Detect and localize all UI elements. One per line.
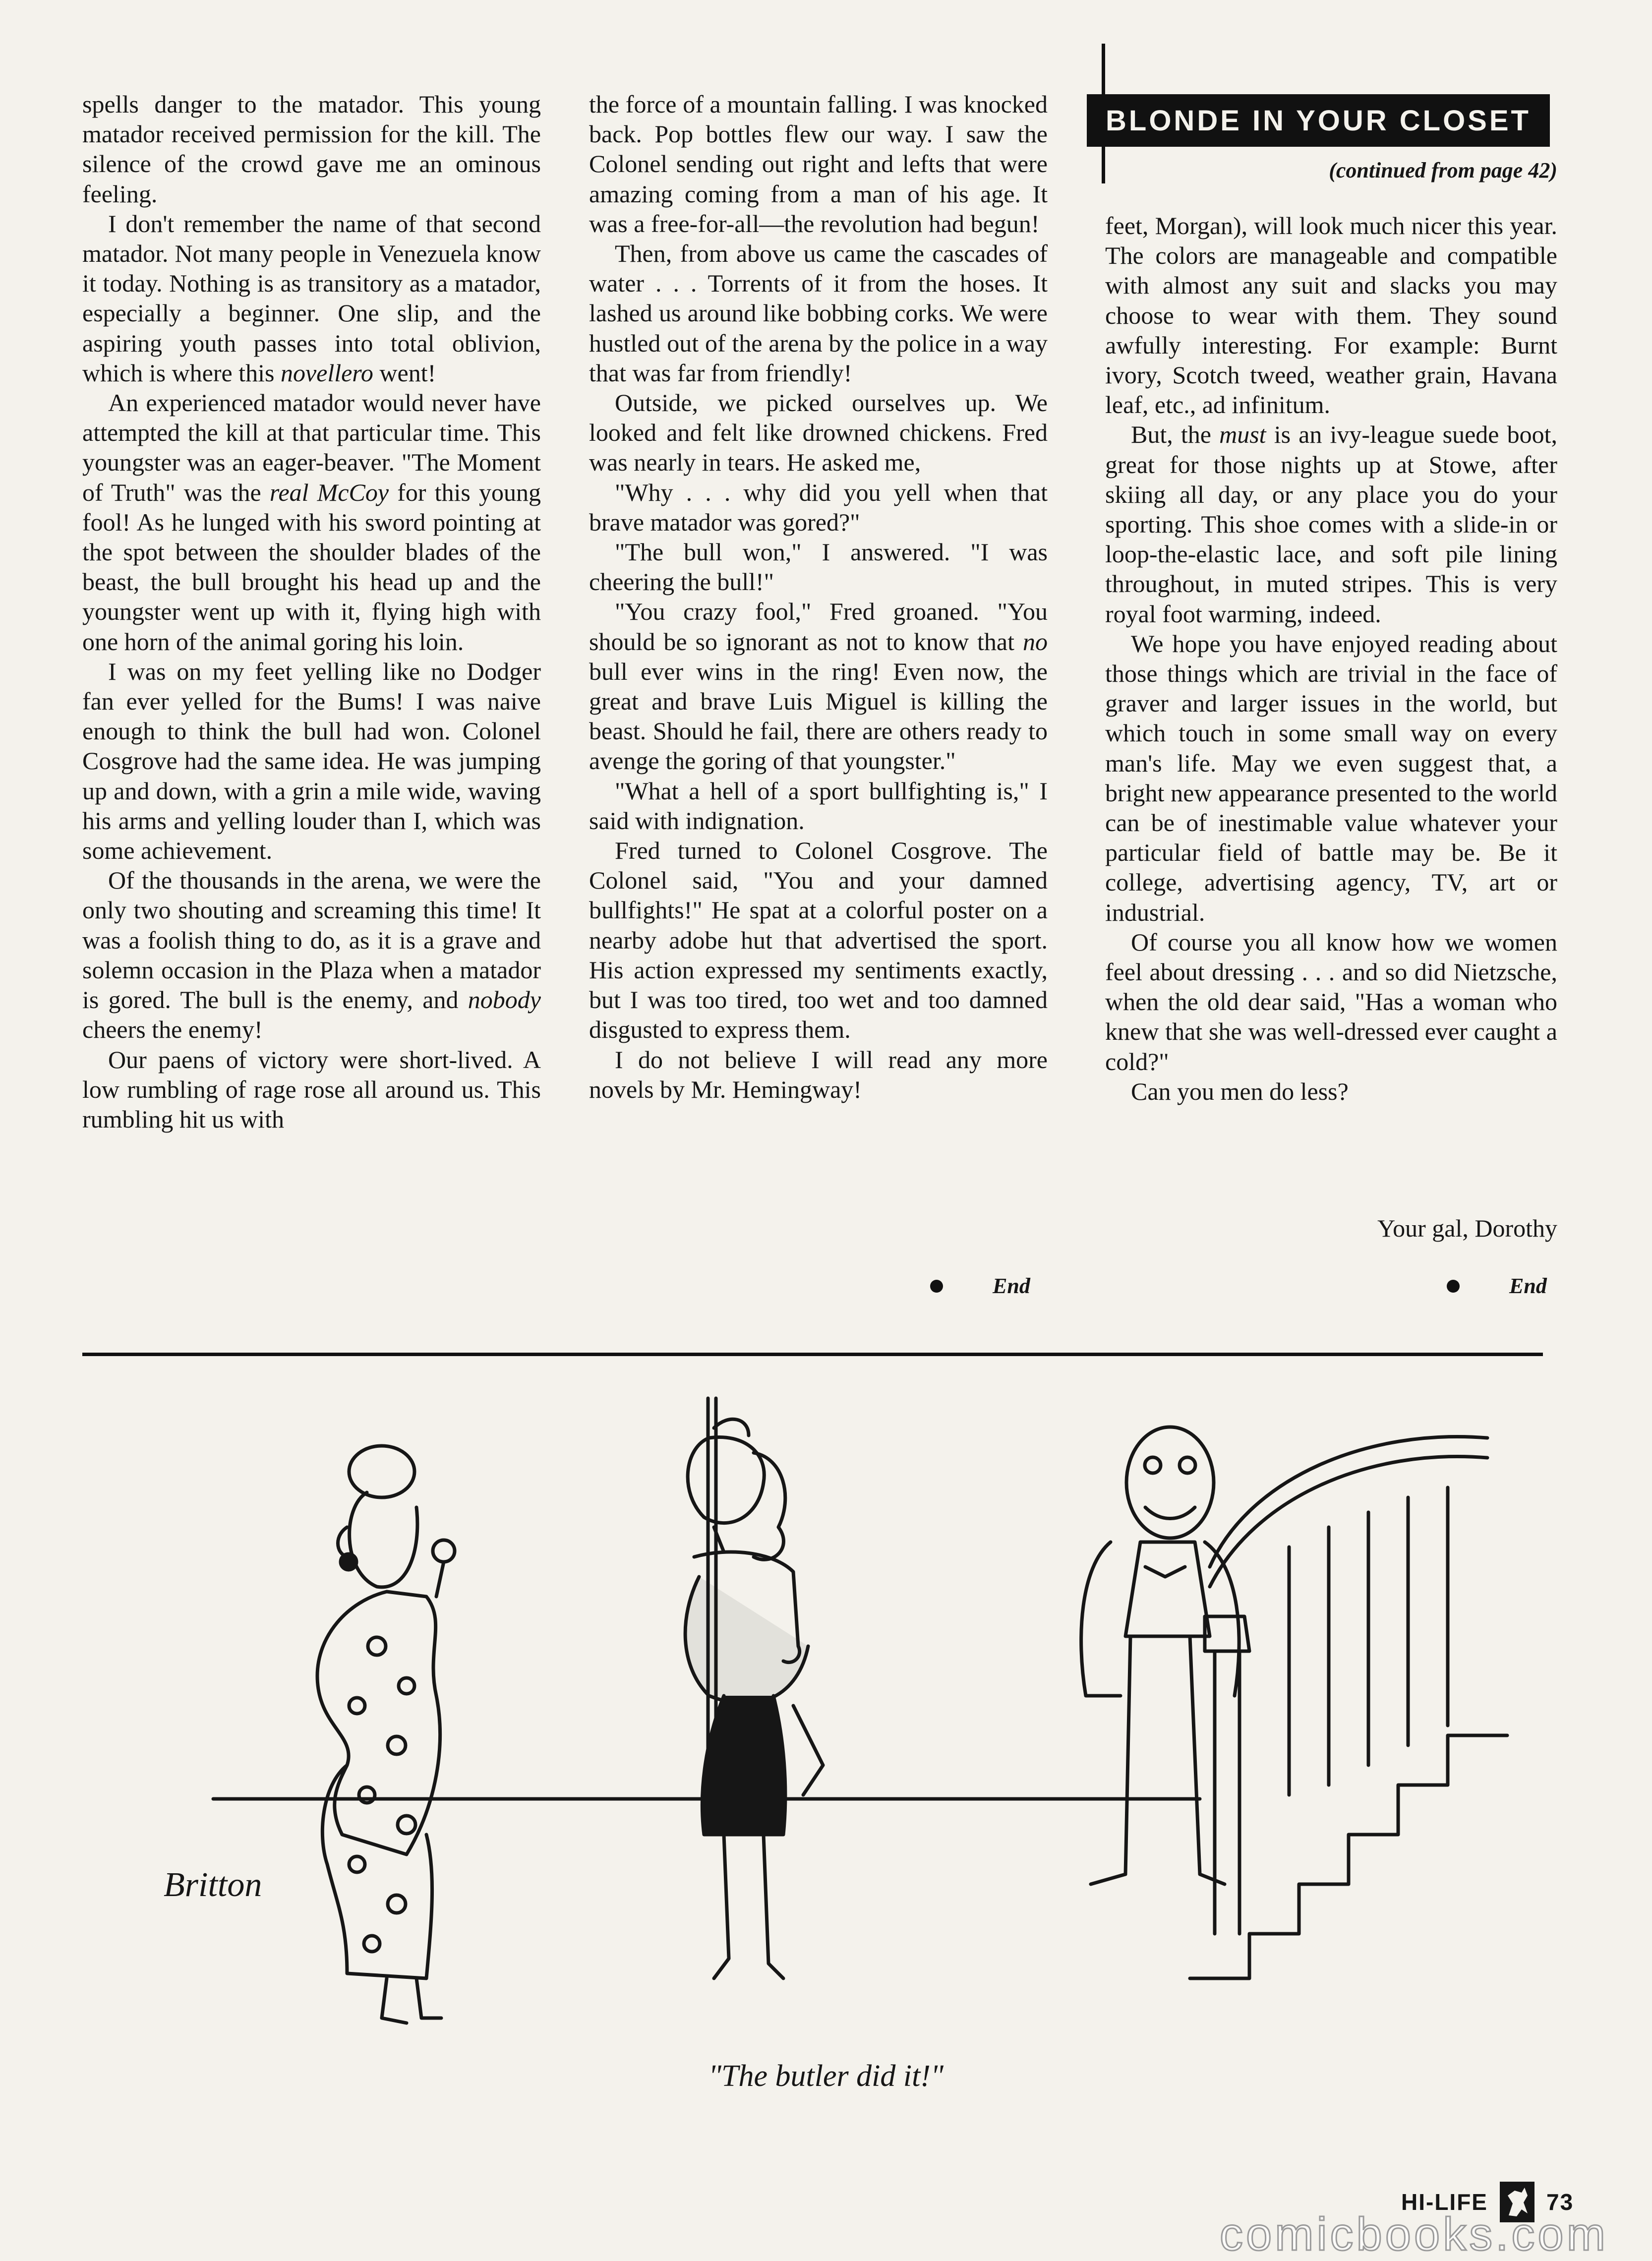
woman-figure xyxy=(317,1446,455,2023)
paragraph: An experienced matador would never have attempted the kill at that particular time. This youngster was an eager-beaver. "The Moment of Truth" was the real McCoy for this young fool! As he lunged with his sword pointing at the spot between the shoulder blades of the beast, the bull brought his head up and the youngster went up with it, flying high with one horn of the animal goring his loin. xyxy=(82,389,541,655)
maid-head xyxy=(688,1437,764,1523)
paragraph: Then, from above us came the cascades of water . . . Torrents of it from the hoses. It lashed us around like bobbing corks. We were hustled out of the arena by the police in a way that was far from friendly! xyxy=(589,239,1048,387)
leg xyxy=(714,1835,729,1978)
paragraph: Can you men do less? xyxy=(1131,1077,1349,1105)
paragraph: the force of a mountain falling. I was knocked back. Pop bottles flew our way. I saw the Colonel sending out right and lefts that were amazing coming from a man of his age. It was a free-for-all—the revolution had begun! xyxy=(589,90,1048,238)
bow-tie xyxy=(1145,1567,1185,1577)
paragraph: I do not believe I will read any more novels by Mr. Hemingway! xyxy=(589,1045,1048,1103)
hand-lorgnette xyxy=(433,1540,455,1562)
butler-coat xyxy=(1081,1542,1121,1696)
maid-cap xyxy=(714,1419,749,1435)
maid-skirt xyxy=(702,1696,785,1835)
end-mark: End xyxy=(930,1273,1030,1299)
watermark: comicbooks.com xyxy=(1220,2208,1608,2260)
maid-apron xyxy=(685,1577,808,1703)
paragraph: "What a hell of a sport bullfighting is," I said with indignation. xyxy=(589,776,1048,834)
magazine-name: HI-LIFE xyxy=(1401,2189,1488,2215)
earring-drop xyxy=(341,1554,356,1570)
butler-vest xyxy=(1125,1542,1210,1636)
paragraph: Our paens of victory were short-lived. A low rumbling of rage rose all around us. This rumbling hit us with xyxy=(82,1045,541,1133)
butler-smile xyxy=(1145,1507,1195,1519)
paragraph: "Why . . . why did you yell when that brave matador was gored?" xyxy=(589,478,1048,536)
leg xyxy=(1091,1636,1130,1884)
paragraph: I don't remember the name of that second matador. Not many people in Venezuela know it today. Nothing is as transitory as a matador, especially a beginner. One slip, and the aspiring youth passes into total oblivion, which is where this novellero went! xyxy=(82,209,541,387)
leg xyxy=(764,1835,783,1978)
paragraph: But, the must is an ivy-league suede boot, great for those nights up at Stowe, after skiing all day, or any place you do your sporting. This shoe comes with a slide-in or loop-the-elastic lace, and soft pile lining throughout, in muted stripes. This is very royal foot warming, indeed. xyxy=(1105,420,1557,628)
maid-figure xyxy=(685,1419,823,1978)
paragraph: Outside, we picked ourselves up. We looked and felt like drowned chickens. Fred was nearly in tears. He asked me, xyxy=(589,389,1048,476)
newel-cap xyxy=(1205,1616,1249,1651)
paragraph: Of course you all know how we women feel about dressing . . . and so did Nietzsche, when the old dear said, "Has a woman who knew that she was well-dressed ever caught a cold?" xyxy=(1105,928,1557,1075)
staircase xyxy=(1190,1436,1507,1978)
cartoon-caption: "The butler did it!" xyxy=(708,2059,944,2093)
end-mark: End xyxy=(1447,1273,1547,1299)
steps xyxy=(1190,1735,1507,1978)
paragraph: I was on my feet yelling like no Dodger fan ever yelled for the Bums! I was naive enough to think the bull had won. Colonel Cosgrove had the same idea. He was jumping up and down, with a grin a mile wide, waving his arms and yelling louder than I, which was some achievement. xyxy=(82,657,541,865)
paragraph: Fred turned to Colonel Cosgrove. The Colonel said, "You and your damned bullfights!" He spat at a colorful poster on a nearby adobe hut that advertised the sport. His action expressed my sentiments exactly, but I was too tired, too wet and too damned disgusted to express them. xyxy=(589,836,1048,1044)
artist-signature: Britton xyxy=(164,1866,262,1904)
maid-curls xyxy=(754,1453,785,1559)
dress xyxy=(317,1592,440,1854)
leg xyxy=(416,1978,441,2018)
paragraph: feet, Morgan), will look much nicer this year. The colors are manageable and compatible with almost any suit and slacks you may choose to wear with them. They sound awfully interesting. For example: Burnt ivory, Scotch tweed, weather grain, Havana leaf, etc., ad infinitum. xyxy=(1105,212,1557,419)
section-title: BLONDE IN YOUR CLOSET xyxy=(1087,94,1550,147)
hair-bun xyxy=(349,1446,414,1497)
paragraph: "The bull won," I answered. "I was cheering the bull!" xyxy=(589,538,1048,596)
head xyxy=(350,1492,417,1587)
paragraph: Of the thousands in the arena, we were the only two shouting and screaming this time! It was a foolish thing to do, as it is a grave and solemn occasion in the Plaza when a matador is gored. The bull is the enemy, and nobody cheers the enemy! xyxy=(82,866,541,1044)
continued-note: (continued from page 42) xyxy=(1329,158,1557,182)
paragraph: spells danger to the matador. This young matador received permission for the kill. The silence of the crowd gave me an ominous feeling. xyxy=(82,90,541,208)
paragraph: We hope you have enjoyed reading about those things which are trivial in the face of graver and larger issues in the world, but which touch in some small way on every man's life. May we even suggest that, a bright new appearance presented to the world can be of inestimable value whatever your particular field of battle may be. Be it college, advertising agency, TV, art or industrial. xyxy=(1105,629,1557,926)
paragraph: "You crazy fool," Fred groaned. "You should be so ignorant as not to know that no bull ever wins in the ring! Even now, the great and brave Luis Miguel is killing the beast. Should he fail, there are others ready to avenge the goring of that youngster." xyxy=(589,597,1048,775)
leg xyxy=(1190,1636,1225,1884)
balusters xyxy=(1289,1488,1448,1795)
feather-duster xyxy=(793,1706,823,1795)
page-number: 73 xyxy=(1546,2189,1574,2215)
signoff: Your gal, Dorothy xyxy=(1377,1214,1557,1242)
butler-head xyxy=(1126,1427,1214,1538)
leg xyxy=(382,1978,407,2023)
